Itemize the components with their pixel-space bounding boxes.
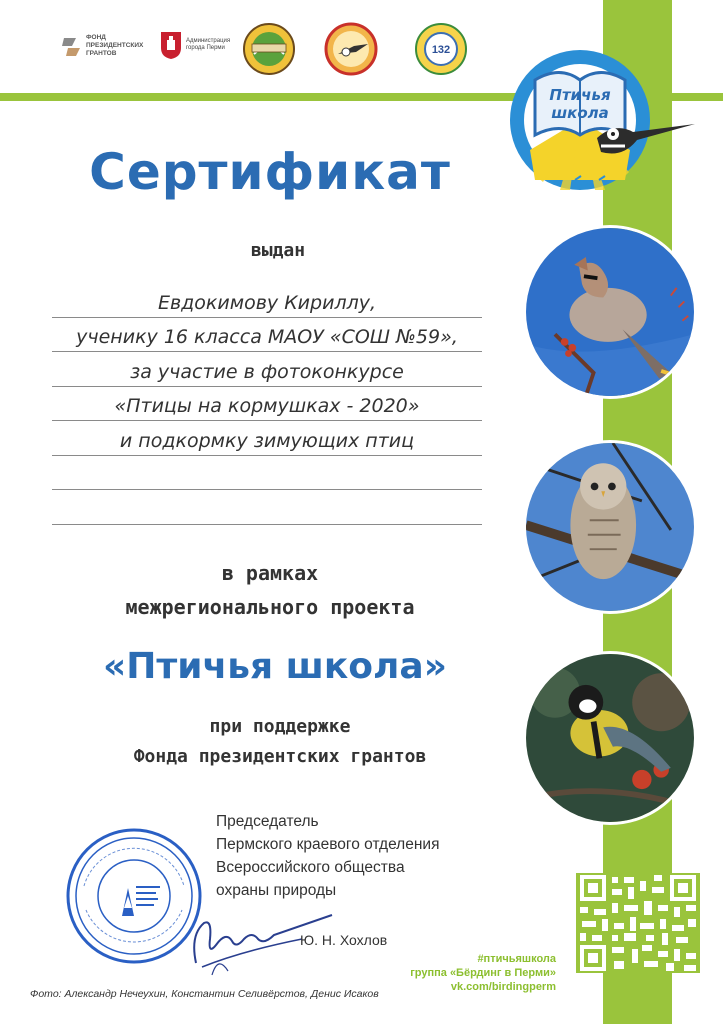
text-line <box>52 387 482 422</box>
ptichya-shkola-logo <box>505 40 705 200</box>
vooп-seal-logo <box>242 22 296 76</box>
chairman-org-line3: охраны природы <box>216 882 337 899</box>
perm-admin-logo <box>160 30 240 70</box>
qr-code <box>576 873 700 973</box>
support-line1: при поддержке <box>209 716 351 737</box>
city-name: г. Пермь <box>550 838 596 850</box>
group-name: группа «Бёрдинг в Перми» <box>410 967 556 979</box>
empty-line <box>52 490 482 525</box>
support-text <box>80 712 480 772</box>
in-frame-line1: в рамках <box>221 561 319 585</box>
support-line2: Фонда президентских грантов <box>133 746 427 767</box>
chairman-org-line1: Пермского краевого отделения <box>216 836 440 853</box>
project-frame-text <box>60 556 480 624</box>
text-line <box>52 283 482 318</box>
city-year-value: 2020 <box>571 851 596 863</box>
text-line <box>52 318 482 353</box>
great-tit-photo <box>523 651 697 825</box>
recipient-name: Евдокимову Кириллу, <box>157 291 377 314</box>
fpg-logo <box>62 30 152 70</box>
city-year <box>530 838 596 864</box>
perm-admin-text: Администрация города Перми <box>186 38 231 51</box>
empty-line <box>52 456 482 491</box>
birding-perm-logo <box>324 22 378 76</box>
fpg-logo-text: ФОНД ПРЕЗИДЕНТСКИХ ГРАНТОВ <box>86 34 144 57</box>
waxwing-photo <box>523 225 697 399</box>
recipient-lines <box>52 283 482 525</box>
text-line <box>52 352 482 387</box>
participation-text: за участие в фотоконкурсе <box>130 360 404 383</box>
anniversary-132-logo <box>414 22 468 76</box>
partner-logos <box>62 22 482 82</box>
photo-credits: Фото: Александр Нечеухин, Константин Селивёрстов, Денис Исаков <box>30 988 379 1000</box>
signer-name: Ю. Н. Хохлов <box>300 932 388 948</box>
group-url[interactable]: vk.com/birdingperm <box>450 981 556 993</box>
project-name: «Птичья школа» <box>103 646 447 687</box>
hashtag: #птичьяшкола <box>477 953 556 965</box>
footer-block <box>360 952 556 994</box>
issued-label: выдан <box>250 240 306 261</box>
recipient-school: ученику 16 класса МАОУ «СОШ №59», <box>76 326 458 348</box>
chairman-block <box>216 810 486 902</box>
owl-photo <box>523 440 697 614</box>
anniversary-number: 132 <box>431 44 451 56</box>
perm-crest-icon <box>160 30 182 60</box>
school-logo-line1: Птичья <box>549 86 611 104</box>
in-frame-line2: межрегионального проекта <box>125 595 415 619</box>
school-logo-line2: школа <box>551 104 609 122</box>
chairman-org-line2: Всероссийского общества <box>216 859 405 876</box>
fpg-mark-icon <box>62 34 82 60</box>
chairman-title: Председатель <box>216 813 319 830</box>
contest-name: «Птицы на кормушках - 2020» <box>114 395 420 417</box>
certificate-title: Сертификат <box>89 143 451 201</box>
text-line <box>52 421 482 456</box>
feeding-text: и подкормку зимующих птиц <box>119 429 415 452</box>
